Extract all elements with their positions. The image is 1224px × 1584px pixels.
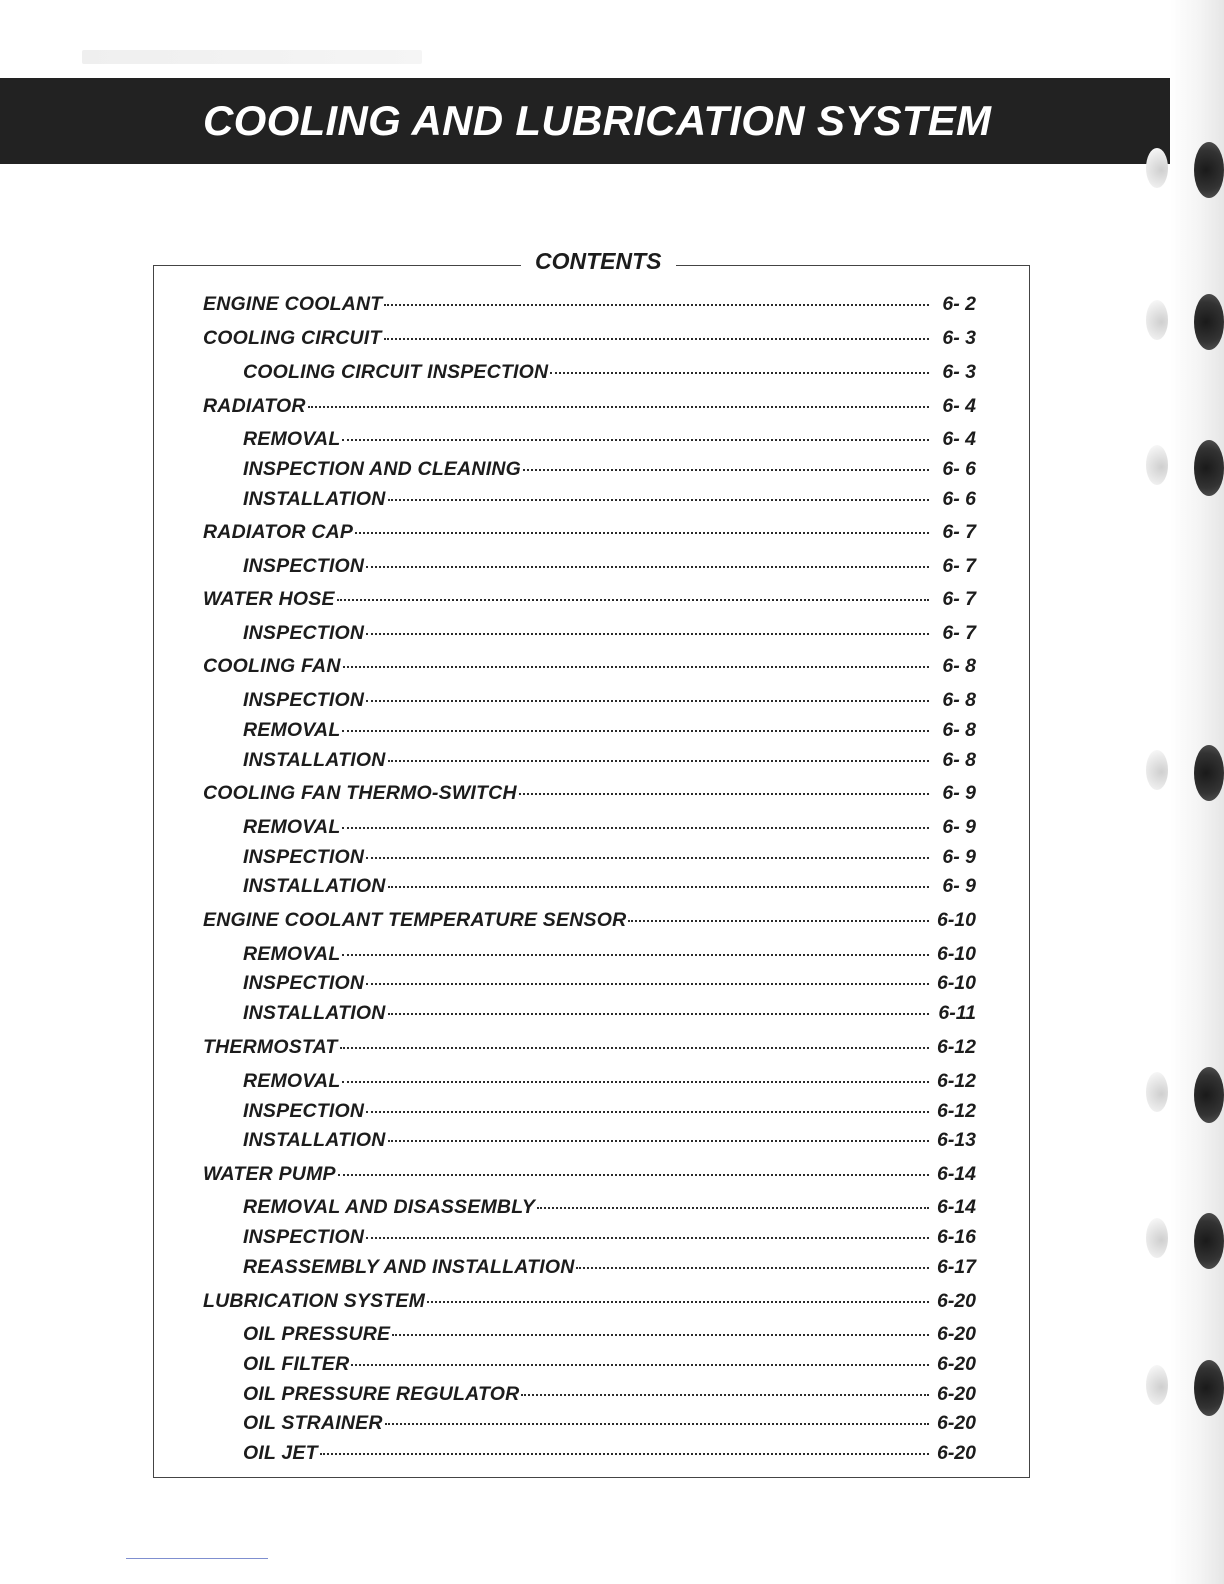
toc-entry-title: OIL PRESSURE [243,1323,391,1345]
toc-entry-title: THERMOSTAT [203,1036,338,1058]
toc-dot-leader [576,1245,929,1269]
toc-dot-leader [342,805,929,829]
toc-entry-page: 6- 9 [942,875,976,897]
toc-dot-leader [628,898,929,922]
toc-entry[interactable] [243,1376,976,1405]
toc-entry-title: INSPECTION [243,622,365,644]
toc-entry-page: 6-12 [936,1036,976,1058]
toc-entry-title: OIL STRAINER [243,1412,383,1434]
toc-entry-title: INSTALLATION [243,488,386,510]
toc-entry[interactable] [203,286,976,315]
toc-entry-title: OIL JET [243,1442,318,1464]
toc-entry-page: 6- 4 [942,428,976,450]
toc-entry-title: RADIATOR [203,395,306,417]
toc-entry-title: COOLING CIRCUIT INSPECTION [243,361,549,383]
toc-entry-page: 6- 9 [942,782,976,804]
contents-heading: CONTENTS [521,248,676,275]
toc-entry-page: 6- 3 [942,327,976,349]
toc-dot-leader [351,1342,929,1366]
toc-entry-title: INSTALLATION [243,749,386,771]
toc-dot-leader [519,771,929,795]
toc-entry[interactable] [243,809,976,838]
toc-dot-leader [308,384,929,408]
toc-entry[interactable] [203,902,976,931]
toc-entry-title: COOLING FAN THERMO-SWITCH [203,782,517,804]
toc-dot-leader [342,708,929,732]
toc-dot-leader [523,447,929,471]
toc-entry[interactable] [243,742,976,771]
toc-entry[interactable] [203,388,976,417]
toc-entry-title: REMOVAL [243,428,341,450]
toc-entry-page: 6- 2 [942,293,976,315]
toc-entry-page: 6- 7 [942,622,976,644]
toc-entry-title: REMOVAL [243,719,341,741]
toc-dot-leader [337,577,929,601]
toc-entry[interactable] [203,1283,976,1312]
toc-dot-leader [320,1431,929,1455]
toc-dot-leader [388,864,930,888]
toc-entry[interactable] [243,1063,976,1092]
toc-entry-title: ENGINE COOLANT TEMPERATURE SENSOR [203,909,627,931]
toc-entry-title: INSPECTION [243,689,365,711]
toc-dot-leader [366,678,929,702]
toc-dot-leader [366,544,929,568]
toc-entry-page: 6-17 [936,1256,976,1278]
toc-entry[interactable] [243,1249,976,1278]
toc-dot-leader [388,477,930,501]
toc-entry-page: 6- 7 [942,555,976,577]
toc-entry-page: 6-10 [936,972,976,994]
toc-entry-page: 6-10 [936,909,976,931]
toc-entry-page: 6- 8 [942,655,976,677]
toc-entry[interactable] [243,548,976,577]
toc-entry[interactable] [243,481,976,510]
toc-entry-page: 6- 7 [942,521,976,543]
toc-entry-page: 6-13 [936,1129,976,1151]
toc-dot-leader [342,932,929,956]
toc-entry[interactable] [243,868,976,897]
toc-entry-title: ENGINE COOLANT [203,293,383,315]
toc-entry-title: COOLING FAN [203,655,341,677]
toc-entry-title: WATER HOSE [203,588,335,610]
toc-entry-title: INSPECTION [243,1100,365,1122]
toc-entry-title: REMOVAL AND DISASSEMBLY [243,1196,536,1218]
toc-dot-leader [366,611,929,635]
toc-entry[interactable] [203,320,976,349]
toc-entry[interactable] [203,1156,976,1185]
toc-entry[interactable] [243,615,976,644]
toc-dot-leader [388,991,930,1015]
toc-entry-page: 6-20 [936,1442,976,1464]
toc-dot-leader [366,835,929,859]
toc-dot-leader [427,1279,929,1303]
toc-entry-page: 6-20 [936,1383,976,1405]
toc-entry-title: OIL FILTER [243,1353,350,1375]
toc-entry-page: 6-14 [936,1163,976,1185]
toc-entry-page: 6- 7 [942,588,976,610]
toc-entry-page: 6- 9 [942,846,976,868]
toc-entry[interactable] [203,514,976,543]
toc-entry-page: 6- 3 [942,361,976,383]
footer-rule [126,1558,268,1559]
toc-dot-leader [366,1215,929,1239]
toc-entry-page: 6-16 [936,1226,976,1248]
toc-dot-leader [355,510,929,534]
toc-entry[interactable] [243,712,976,741]
toc-entry-page: 6-20 [936,1353,976,1375]
toc-dot-leader [384,282,929,306]
toc-entry-page: 6- 8 [942,749,976,771]
toc-entry-title: INSPECTION [243,846,365,868]
toc-entry-title: OIL PRESSURE REGULATOR [243,1383,520,1405]
toc-dot-leader [342,417,929,441]
toc-entry-page: 6- 9 [942,816,976,838]
toc-entry[interactable] [243,1122,976,1151]
toc-entry[interactable] [243,1405,976,1434]
toc-entry-title: INSPECTION [243,972,365,994]
toc-entry[interactable] [243,1346,976,1375]
toc-entry[interactable] [203,775,976,804]
toc-entry-title: COOLING CIRCUIT [203,327,382,349]
toc-entry[interactable] [243,354,976,383]
toc-entry-page: 6- 6 [942,488,976,510]
toc-dot-leader [366,961,929,985]
toc-dot-leader [384,316,930,340]
toc-entry[interactable] [243,421,976,450]
toc-entry-page: 6-20 [936,1412,976,1434]
toc-entry-page: 6- 4 [942,395,976,417]
toc-entry-title: WATER PUMP [203,1163,336,1185]
toc-entry[interactable] [243,839,976,868]
toc-entry[interactable] [243,1435,976,1464]
page-title: COOLING AND LUBRICATION SYSTEM [203,97,992,144]
toc-entry[interactable] [243,1189,976,1218]
toc-entry-page: 6- 8 [942,689,976,711]
toc-entry[interactable] [243,682,976,711]
toc-entry-page: 6-12 [936,1070,976,1092]
toc-dot-leader [392,1312,929,1336]
toc-dot-leader [388,738,930,762]
toc-entry[interactable] [203,581,976,610]
toc-entry[interactable] [243,1093,976,1122]
toc-entry[interactable] [243,936,976,965]
toc-entry-title: INSPECTION AND CLEANING [243,458,521,480]
toc-entry-page: 6-14 [936,1196,976,1218]
toc-entry-page: 6-11 [938,1002,976,1024]
toc-dot-leader [537,1185,929,1209]
toc-entry-title: INSPECTION [243,555,365,577]
toc-entry-page: 6- 8 [942,719,976,741]
toc-entry-page: 6-10 [936,943,976,965]
toc-entry-title: REMOVAL [243,943,341,965]
toc-entry-title: LUBRICATION SYSTEM [203,1290,426,1312]
toc-entry-page: 6-20 [936,1290,976,1312]
toc-entry-title: REMOVAL [243,1070,341,1092]
toc-entry-page: 6-12 [936,1100,976,1122]
toc-dot-leader [550,350,929,374]
toc-entry-title: INSPECTION [243,1226,365,1248]
toc-dot-leader [521,1372,929,1396]
toc-entry[interactable] [243,1219,976,1248]
toc-entry[interactable] [243,451,976,480]
toc-entry[interactable] [243,965,976,994]
toc-entry-title: INSTALLATION [243,875,386,897]
toc-dot-leader [343,644,929,668]
toc-entry-title: INSTALLATION [243,1129,386,1151]
toc-entry[interactable] [203,1029,976,1058]
toc-dot-leader [385,1401,929,1425]
toc-entry-page: 6-20 [936,1323,976,1345]
toc-entry-title: INSTALLATION [243,1002,386,1024]
toc-dot-leader [388,1118,930,1142]
toc-entry[interactable] [243,1316,976,1345]
toc-entry-title: RADIATOR CAP [203,521,354,543]
toc-dot-leader [338,1152,929,1176]
toc-dot-leader [366,1089,929,1113]
toc-dot-leader [340,1025,929,1049]
toc-entry-title: REASSEMBLY AND INSTALLATION [243,1256,575,1278]
toc-entry[interactable] [203,648,976,677]
toc-entry-page: 6- 6 [942,458,976,480]
toc-entry[interactable] [243,995,976,1024]
toc-entry-title: REMOVAL [243,816,341,838]
toc-dot-leader [342,1059,929,1083]
